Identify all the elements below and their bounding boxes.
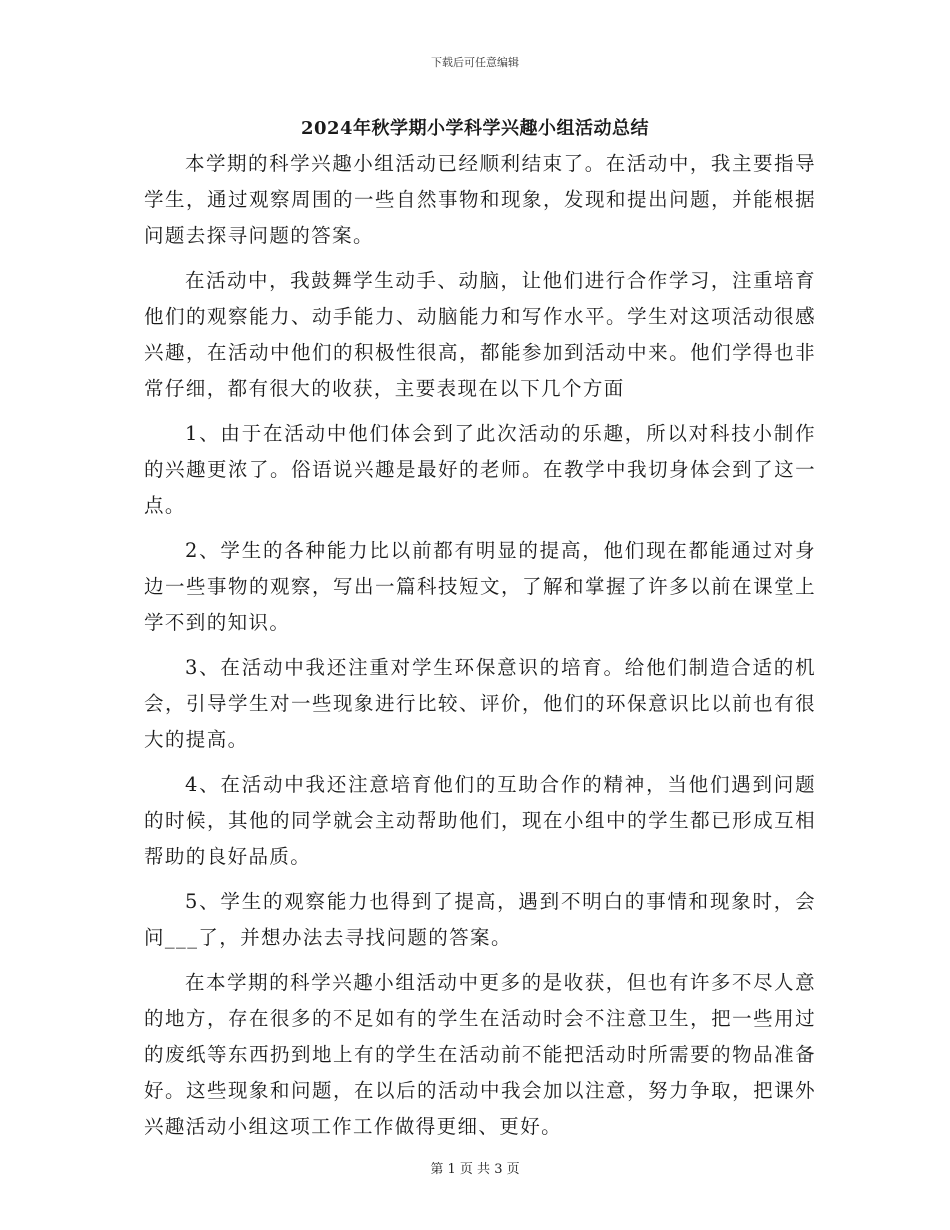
- paragraph-point-3: 3、在活动中我还注重对学生环保意识的培育。给他们制造合适的机会，引导学生对一些现象进行比较、评价，他们的环保意识比以前也有很大的提高。: [144, 656, 816, 751]
- paragraph-intro: 本学期的科学兴趣小组活动已经顺利结束了。在活动中，我主要指导学生，通过观察周围的一些自然事物和现象，发现和提出问题，并能根据问题去探寻问题的答案。: [144, 152, 816, 247]
- paragraph-point-1: 1、由于在活动中他们体会到了此次活动的乐趣，所以对科技小制作的兴趣更浓了。俗语说兴趣是最好的老师。在教学中我切身体会到了这一点。: [144, 422, 816, 517]
- header-note: 下载后可任意编辑: [431, 56, 519, 69]
- document-title: 2024年秋学期小学科学兴趣小组活动总结: [300, 118, 650, 139]
- document-body: [144, 146, 816, 1154]
- paragraph-activity: 在活动中，我鼓舞学生动手、动脑，让他们进行合作学习，注重培育他们的观察能力、动手能力、动脑能力和写作水平。学生对这项活动很感兴趣，在活动中他们的积极性很高，都能参加到活动中来。他们学得也非常仔细，都有很大的收获，主要表现在以下几个方面: [144, 269, 816, 400]
- paragraph-point-5: 5、学生的观察能力也得到了提高，遇到不明白的事情和现象时，会问___了，并想办法去寻找问题的答案。: [144, 890, 816, 949]
- page-number: 第 1 页 共 3 页: [430, 1162, 520, 1177]
- paragraph-point-2: 2、学生的各种能力比以前都有明显的提高，他们现在都能通过对身边一些事物的观察，写出一篇科技短文，了解和掌握了许多以前在课堂上学不到的知识。: [144, 539, 816, 634]
- paragraph-conclusion: 在本学期的科学兴趣小组活动中更多的是收获，但也有许多不尽人意的地方，存在很多的不足如有的学生在活动时会不注意卫生，把一些用过的废纸等东西扔到地上有的学生在活动前不能把活动时所需要的物品准备好。这些现象和问题，在以后的活动中我会加以注意，努力争取，把课外兴趣活动小组这项工作工作做得更细、更好。: [144, 971, 816, 1138]
- paragraph-point-4: 4、在活动中我还注意培育他们的互助合作的精神，当他们遇到问题的时候，其他的同学就会主动帮助他们，现在小组中的学生都已形成互相帮助的良好品质。: [144, 773, 816, 868]
